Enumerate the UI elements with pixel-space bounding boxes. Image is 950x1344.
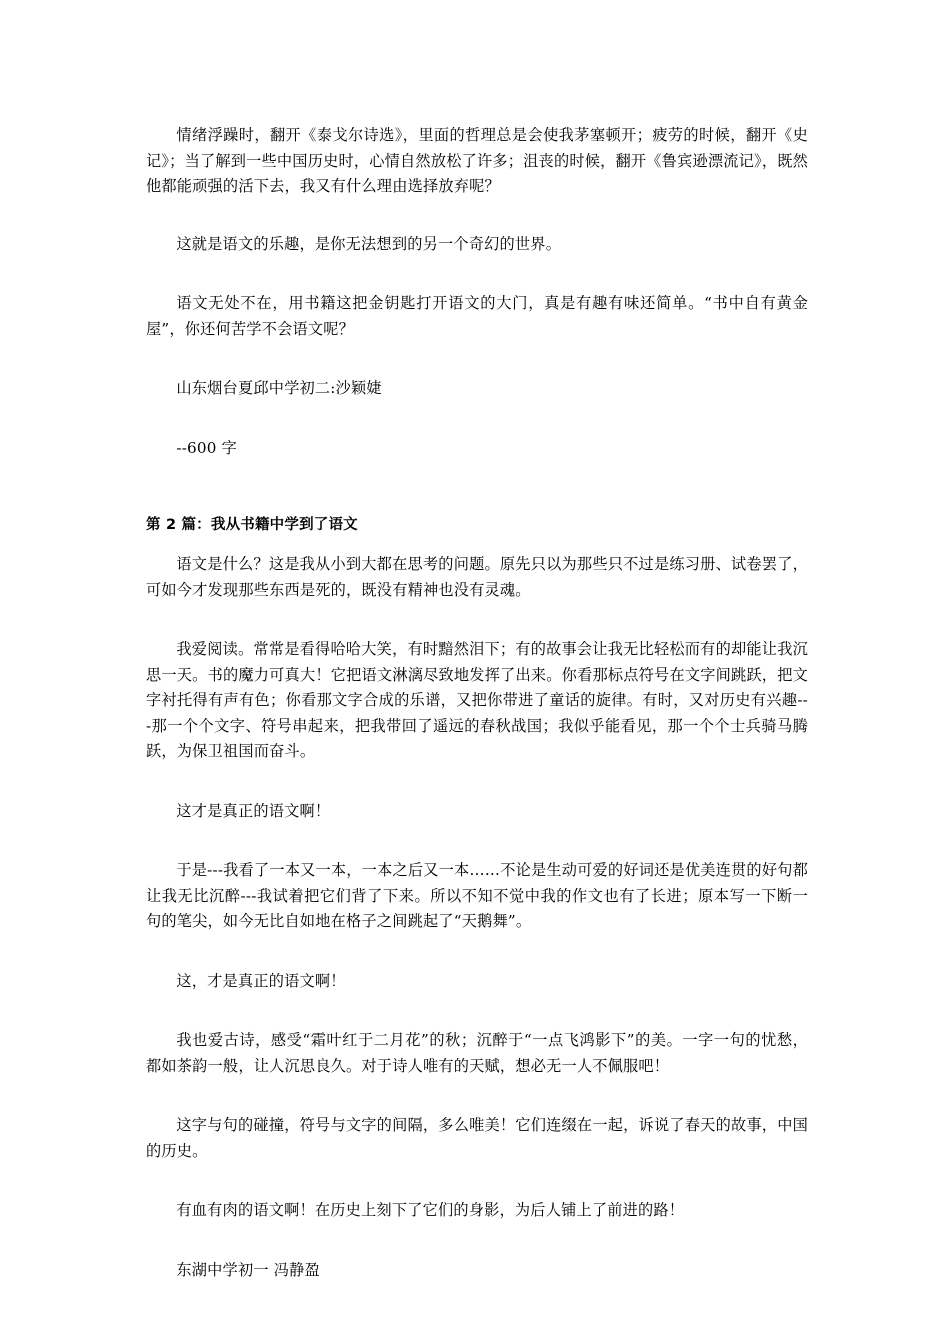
paragraph: 语文无处不在，用书籍这把金钥匙打开语文的大门，真是有趣有味还简单。“书中自有黄金屋”，你还何苦学不会语文呢？ (146, 294, 808, 338)
paragraph: 这字与句的碰撞，符号与文字的间隔，多么唯美！它们连缀在一起，诉说了春天的故事，中国的历史。 (146, 1116, 808, 1160)
section-title: 第 2 篇：我从书籍中学到了语文 (146, 517, 358, 533)
word-count: --600 字 (176, 438, 238, 457)
document-body (146, 123, 808, 1283)
paragraph: 语文是什么？这是我从小到大都在思考的问题。原先只以为那些只不过是练习册、试卷罢了，可如今才发现那些东西是死的，既没有精神也没有灵魂。 (146, 555, 808, 599)
author-line: 山东烟台夏邱中学初二:沙颖婕 (176, 379, 382, 397)
paragraph: 这，才是真正的语文啊！ (176, 971, 346, 990)
paragraph: 这才是真正的语文啊！ (176, 801, 331, 820)
paragraph: 情绪浮躁时，翻开《泰戈尔诗选》，里面的哲理总是会使我茅塞顿开；疲劳的时候，翻开《史记》；当了解到一些中国历史时，心情自然放松了许多；沮丧的时候，翻开《鲁宾逊漂流记》，既然他都能顽强的活下去，我又有什么理由选择放弃呢？ (146, 126, 808, 195)
paragraph: 于是---我看了一本又一本，一本之后又一本……不论是生动可爱的好词还是优美连贯的好句都让我无比沉醉---我试着把它们背了下来。所以不知不觉中我的作文也有了长进；原本写一下断一句的笔尖，如今无比自如地在格子之间跳起了“天鹅舞”。 (146, 861, 808, 930)
paragraph: 这就是语文的乐趣，是你无法想到的另一个奇幻的世界。 (176, 234, 562, 253)
author-line: 东湖中学初一 冯静盈 (176, 1260, 320, 1279)
paragraph: 我也爱古诗，感受“霜叶红于二月花”的秋；沉醉于“一点飞鸿影下”的美。一字一句的忧愁，都如茶韵一般，让人沉思良久。对于诗人唯有的天赋，想必无一人不佩服吧！ (146, 1031, 808, 1075)
paragraph: 有血有肉的语文啊！在历史上刻下了它们的身影，为后人铺上了前进的路！ (176, 1201, 685, 1219)
paragraph: 我爱阅读。常常是看得哈哈大笑，有时黯然泪下；有的故事会让我无比轻松而有的却能让我沉思一天。书的魔力可真大！它把语文淋漓尽致地发挥了出来。你看那标点符号在文字间跳跃，把文字衬托得有声有色；你看那文字合成的乐谱，又把你带进了童话的旋律。有时，又对历史有兴趣---那一个个文字、符号串起来，把我带回了遥远的春秋战国；我似乎能看见，那一个个士兵骑马腾跃，为保卫祖国而奋斗。 (146, 640, 808, 760)
